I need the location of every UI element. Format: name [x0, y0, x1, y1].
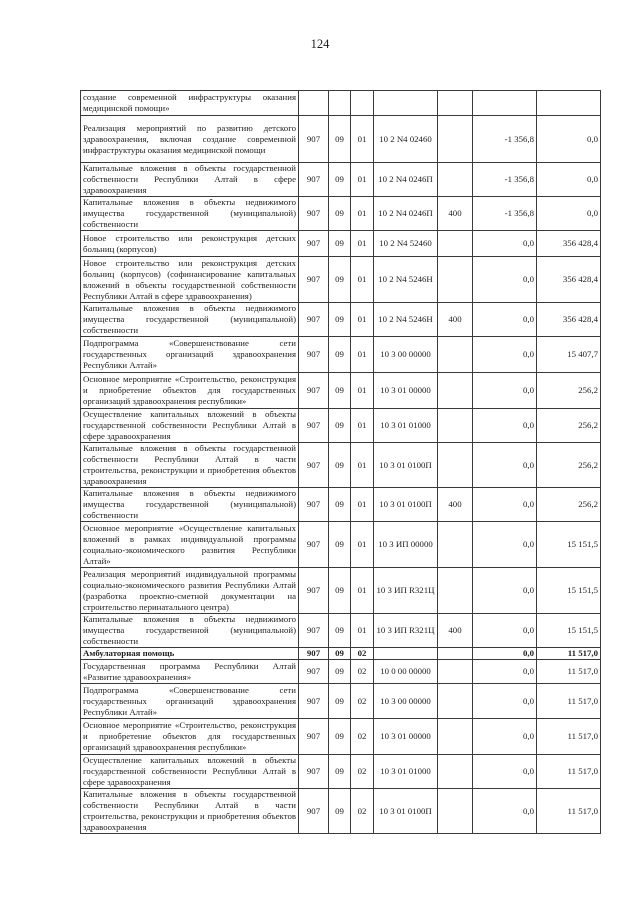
subsection-cell: 01 — [351, 409, 374, 443]
amount-cell-1: 0,0 — [473, 257, 537, 303]
subsection-cell: 01 — [351, 373, 374, 409]
amount-cell-2: 356 428,4 — [537, 303, 601, 337]
budget-table — [80, 90, 601, 834]
section-cell: 09 — [329, 337, 351, 373]
section-cell: 09 — [329, 684, 351, 719]
amount-cell-1: 0,0 — [473, 719, 537, 755]
table-row — [81, 614, 601, 648]
target-article-cell: 10 3 01 01000 — [374, 409, 438, 443]
amount-cell-1: 0,0 — [473, 789, 537, 834]
description-cell: Капитальные вложения в объекты государственной собственности Республики Алтай в части строительства, реконструкции и приобретения объектов здравоохранения — [81, 789, 299, 834]
ministry-code-cell: 907 — [299, 257, 329, 303]
target-article-cell: 10 2 N4 02460 — [374, 116, 438, 163]
amount-cell-2: 11 517,0 — [537, 648, 601, 660]
target-article-cell: 10 3 00 00000 — [374, 337, 438, 373]
section-cell: 09 — [329, 373, 351, 409]
table-row — [81, 488, 601, 522]
amount-cell-2: 11 517,0 — [537, 755, 601, 789]
amount-cell-2: 356 428,4 — [537, 231, 601, 257]
target-article-cell: 10 2 N4 0246П — [374, 163, 438, 197]
expense-type-cell — [438, 257, 473, 303]
amount-cell-1: 0,0 — [473, 488, 537, 522]
amount-cell-2: 15 151,5 — [537, 568, 601, 614]
table-row — [81, 755, 601, 789]
amount-cell-2: 11 517,0 — [537, 684, 601, 719]
ministry-code-cell: 907 — [299, 648, 329, 660]
amount-cell-2: 15 151,5 — [537, 522, 601, 568]
section-cell: 09 — [329, 789, 351, 834]
ministry-code-cell: 907 — [299, 163, 329, 197]
amount-cell-1: 0,0 — [473, 648, 537, 660]
subsection-cell: 02 — [351, 684, 374, 719]
description-cell: Капитальные вложения в объекты государственной собственности Республики Алтай в части строительства, реконструкции и приобретения объектов здравоохранения — [81, 443, 299, 488]
target-article-cell: 10 3 01 0100П — [374, 443, 438, 488]
expense-type-cell — [438, 684, 473, 719]
description-cell: Капитальные вложения в объекты недвижимого имущества государственной (муниципальной) собственности — [81, 488, 299, 522]
ministry-code-cell: 907 — [299, 116, 329, 163]
subsection-cell: 01 — [351, 116, 374, 163]
expense-type-cell — [438, 409, 473, 443]
subsection-cell: 02 — [351, 660, 374, 684]
amount-cell-2: 356 428,4 — [537, 257, 601, 303]
ministry-code-cell: 907 — [299, 522, 329, 568]
table-row — [81, 197, 601, 231]
table-row — [81, 684, 601, 719]
subsection-cell: 01 — [351, 231, 374, 257]
table-row — [81, 568, 601, 614]
section-cell: 09 — [329, 257, 351, 303]
expense-type-cell: 400 — [438, 303, 473, 337]
section-cell — [329, 91, 351, 116]
subsection-cell: 01 — [351, 614, 374, 648]
amount-cell-1: 0,0 — [473, 337, 537, 373]
section-cell: 09 — [329, 197, 351, 231]
subsection-cell: 01 — [351, 522, 374, 568]
section-cell: 09 — [329, 755, 351, 789]
target-article-cell: 10 3 ИП R321Ц — [374, 614, 438, 648]
section-cell: 09 — [329, 719, 351, 755]
amount-cell-2: 0,0 — [537, 116, 601, 163]
table-row — [81, 443, 601, 488]
budget-table-body — [81, 91, 601, 834]
amount-cell-1: 0,0 — [473, 231, 537, 257]
target-article-cell: 10 3 01 00000 — [374, 719, 438, 755]
target-article-cell: 10 3 00 00000 — [374, 684, 438, 719]
subsection-cell: 02 — [351, 789, 374, 834]
section-cell: 09 — [329, 231, 351, 257]
table-row — [81, 116, 601, 163]
ministry-code-cell: 907 — [299, 197, 329, 231]
amount-cell-1 — [473, 91, 537, 116]
description-cell: Капитальные вложения в объекты государственной собственности Республики Алтай в сфере здравоохранения — [81, 163, 299, 197]
ministry-code-cell: 907 — [299, 568, 329, 614]
amount-cell-1: 0,0 — [473, 443, 537, 488]
amount-cell-1: 0,0 — [473, 373, 537, 409]
amount-cell-2: 15 151,5 — [537, 614, 601, 648]
subsection-cell: 01 — [351, 488, 374, 522]
table-row — [81, 163, 601, 197]
section-cell: 09 — [329, 568, 351, 614]
table-row — [81, 409, 601, 443]
target-article-cell: 10 3 ИП R321Ц — [374, 568, 438, 614]
expense-type-cell — [438, 568, 473, 614]
target-article-cell: 10 3 01 01000 — [374, 755, 438, 789]
subsection-cell: 02 — [351, 648, 374, 660]
description-cell: Новое строительство или реконструкция детских больниц (корпусов) (софинансирование капитальных вложений в объекты государственной собственности Республики Алтай в сфере здравоохранения) — [81, 257, 299, 303]
ministry-code-cell: 907 — [299, 443, 329, 488]
table-row — [81, 257, 601, 303]
amount-cell-2: 0,0 — [537, 163, 601, 197]
section-cell: 09 — [329, 409, 351, 443]
section-cell: 09 — [329, 443, 351, 488]
target-article-cell: 10 0 00 00000 — [374, 660, 438, 684]
section-cell: 09 — [329, 614, 351, 648]
amount-cell-1: -1 356,8 — [473, 197, 537, 231]
section-cell: 09 — [329, 522, 351, 568]
expense-type-cell: 400 — [438, 614, 473, 648]
ministry-code-cell: 907 — [299, 488, 329, 522]
amount-cell-1: 0,0 — [473, 660, 537, 684]
ministry-code-cell: 907 — [299, 373, 329, 409]
amount-cell-2: 256,2 — [537, 373, 601, 409]
expense-type-cell — [438, 443, 473, 488]
section-cell: 09 — [329, 648, 351, 660]
amount-cell-1: 0,0 — [473, 522, 537, 568]
amount-cell-2: 11 517,0 — [537, 789, 601, 834]
subsection-cell: 01 — [351, 163, 374, 197]
table-row — [81, 337, 601, 373]
expense-type-cell — [438, 660, 473, 684]
description-cell: Амбулаторная помощь — [81, 648, 299, 660]
expense-type-cell — [438, 719, 473, 755]
section-cell: 09 — [329, 163, 351, 197]
description-cell: Новое строительство или реконструкция детских больниц (корпусов) — [81, 231, 299, 257]
amount-cell-2: 11 517,0 — [537, 660, 601, 684]
description-cell: Реализация мероприятий по развитию детского здравоохранения, включая создание современной инфраструктуры оказания медицинской помощи — [81, 116, 299, 163]
table-row — [81, 91, 601, 116]
description-cell: Реализация мероприятий индивидуальной программы социально-экономического развития Республики Алтай (разработка проектно-сметной документации на строительство перинатального центра) — [81, 568, 299, 614]
table-row — [81, 789, 601, 834]
subsection-cell: 01 — [351, 337, 374, 373]
expense-type-cell — [438, 789, 473, 834]
table-row — [81, 660, 601, 684]
ministry-code-cell: 907 — [299, 231, 329, 257]
ministry-code-cell: 907 — [299, 614, 329, 648]
target-article-cell: 10 2 N4 52460 — [374, 231, 438, 257]
target-article-cell: 10 2 N4 5246Н — [374, 303, 438, 337]
subsection-cell: 01 — [351, 568, 374, 614]
amount-cell-2: 15 407,7 — [537, 337, 601, 373]
ministry-code-cell: 907 — [299, 755, 329, 789]
description-cell: Подпрограмма «Совершенствование сети государственных организаций здравоохранения Республики Алтай» — [81, 337, 299, 373]
description-cell: Капитальные вложения в объекты недвижимого имущества государственной (муниципальной) собственности — [81, 197, 299, 231]
table-row — [81, 648, 601, 660]
description-cell: создание современной инфраструктуры оказания медицинской помощи» — [81, 91, 299, 116]
section-cell: 09 — [329, 116, 351, 163]
amount-cell-2 — [537, 91, 601, 116]
description-cell: Капитальные вложения в объекты недвижимого имущества государственной (муниципальной) собственности — [81, 303, 299, 337]
amount-cell-2: 256,2 — [537, 409, 601, 443]
amount-cell-1: -1 356,8 — [473, 163, 537, 197]
table-row — [81, 303, 601, 337]
expense-type-cell — [438, 648, 473, 660]
section-cell: 09 — [329, 303, 351, 337]
expense-type-cell: 400 — [438, 197, 473, 231]
target-article-cell: 10 3 01 0100П — [374, 789, 438, 834]
expense-type-cell — [438, 91, 473, 116]
amount-cell-1: 0,0 — [473, 755, 537, 789]
page-number: 124 — [310, 37, 330, 51]
amount-cell-1: 0,0 — [473, 303, 537, 337]
amount-cell-1: -1 356,8 — [473, 116, 537, 163]
description-cell: Основное мероприятие «Строительство, реконструкция и приобретение объектов для государственных организаций здравоохранения республики» — [81, 719, 299, 755]
section-cell: 09 — [329, 488, 351, 522]
amount-cell-1: 0,0 — [473, 568, 537, 614]
amount-cell-2: 256,2 — [537, 488, 601, 522]
table-row — [81, 373, 601, 409]
description-cell: Основное мероприятие «Строительство, реконструкция и приобретение объектов для государственных организаций здравоохранения республики» — [81, 373, 299, 409]
expense-type-cell — [438, 755, 473, 789]
amount-cell-2: 0,0 — [537, 197, 601, 231]
expense-type-cell — [438, 231, 473, 257]
subsection-cell: 01 — [351, 303, 374, 337]
subsection-cell — [351, 91, 374, 116]
target-article-cell — [374, 91, 438, 116]
section-cell: 09 — [329, 660, 351, 684]
amount-cell-1: 0,0 — [473, 614, 537, 648]
expense-type-cell — [438, 522, 473, 568]
expense-type-cell — [438, 373, 473, 409]
description-cell: Основное мероприятие «Осуществление капитальных вложений в рамках индивидуальной программы социально-экономического развития Республики Алтай» — [81, 522, 299, 568]
description-cell: Государственная программа Республики Алтай «Развитие здравоохранения» — [81, 660, 299, 684]
expense-type-cell: 400 — [438, 488, 473, 522]
ministry-code-cell — [299, 91, 329, 116]
ministry-code-cell: 907 — [299, 789, 329, 834]
table-row — [81, 231, 601, 257]
ministry-code-cell: 907 — [299, 303, 329, 337]
ministry-code-cell: 907 — [299, 660, 329, 684]
ministry-code-cell: 907 — [299, 719, 329, 755]
amount-cell-1: 0,0 — [473, 684, 537, 719]
expense-type-cell — [438, 337, 473, 373]
subsection-cell: 01 — [351, 257, 374, 303]
subsection-cell: 01 — [351, 197, 374, 231]
target-article-cell: 10 3 ИП 00000 — [374, 522, 438, 568]
expense-type-cell — [438, 163, 473, 197]
description-cell: Подпрограмма «Совершенствование сети государственных организаций здравоохранения Республики Алтай» — [81, 684, 299, 719]
target-article-cell: 10 2 N4 0246П — [374, 197, 438, 231]
description-cell: Осуществление капитальных вложений в объекты государственной собственности Республики Алтай в сфере здравоохранения — [81, 409, 299, 443]
subsection-cell: 01 — [351, 443, 374, 488]
expense-type-cell — [438, 116, 473, 163]
subsection-cell: 02 — [351, 755, 374, 789]
amount-cell-2: 256,2 — [537, 443, 601, 488]
description-cell: Капитальные вложения в объекты недвижимого имущества государственной (муниципальной) собственности — [81, 614, 299, 648]
table-row — [81, 522, 601, 568]
description-cell: Осуществление капитальных вложений в объекты государственной собственности Республики Алтай в сфере здравоохранения — [81, 755, 299, 789]
target-article-cell — [374, 648, 438, 660]
subsection-cell: 02 — [351, 719, 374, 755]
target-article-cell: 10 3 01 00000 — [374, 373, 438, 409]
target-article-cell: 10 3 01 0100П — [374, 488, 438, 522]
ministry-code-cell: 907 — [299, 409, 329, 443]
table-row — [81, 719, 601, 755]
target-article-cell: 10 2 N4 5246Н — [374, 257, 438, 303]
ministry-code-cell: 907 — [299, 684, 329, 719]
amount-cell-1: 0,0 — [473, 409, 537, 443]
ministry-code-cell: 907 — [299, 337, 329, 373]
amount-cell-2: 11 517,0 — [537, 719, 601, 755]
